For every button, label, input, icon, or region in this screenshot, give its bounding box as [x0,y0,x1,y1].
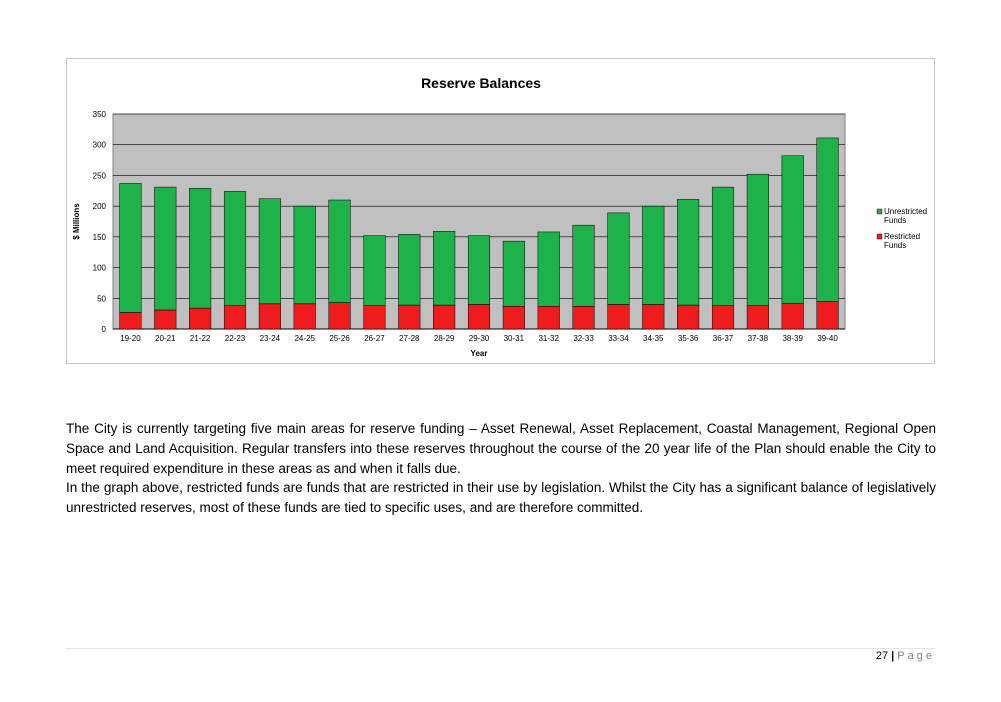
x-tick-label-38-39: 38-39 [782,334,803,343]
x-tick-label-27-28: 27-28 [399,334,420,343]
body-paragraph-reserve-funding: The City is currently targeting five main areas for reserve funding – Asset Renewal, Asset Replacement, Coastal Management, Regional Open Space and Land Acquisition. Regular transfers into these reserves throughout the course of the 20 year life of the Plan should enable the City to meet required expenditure in these areas as and when it falls due. [66,421,936,476]
bar-restricted-34-35 [642,304,664,329]
bar-restricted-27-28 [398,305,420,329]
bar-restricted-25-26 [329,303,351,329]
legend-swatch-unrestricted [877,209,882,214]
page-footer [876,650,935,662]
bar-restricted-26-27 [364,306,386,329]
x-tick-label-30-31: 30-31 [503,334,525,343]
x-tick-label-22-23: 22-23 [224,334,246,343]
body-paragraph-restricted-funds: In the graph above, restricted funds are funds that are restricted in their use by legislation. Whilst the City has a significant balance of legislatively unrestricted reserves, most of these funds are tied to specific uses, and are therefore committed. [66,480,936,515]
bar-unrestricted-36-37 [712,187,734,306]
x-tick-label-19-20: 19-20 [120,334,141,343]
x-tick-label-39-40: 39-40 [817,334,838,343]
x-tick-label-34-35: 34-35 [643,334,664,343]
x-tick-label-21-22: 21-22 [189,334,211,343]
y-axis-label: $ Millions [72,203,81,240]
bar-restricted-31-32 [538,306,560,329]
bar-restricted-21-22 [189,308,211,329]
bar-restricted-22-23 [224,306,246,329]
legend-label-restricted-2: Funds [884,241,907,250]
legend-label-unrestricted-1: Unrestricted [884,207,928,216]
y-tick-label-0: 0 [101,325,106,334]
x-tick-label-31-32: 31-32 [538,334,559,343]
y-tick-label-200: 200 [92,202,106,212]
reserve-balances-chart [67,59,936,365]
legend-label-unrestricted-2: Funds [884,216,907,225]
x-tick-label-24-25: 24-25 [294,334,315,343]
bar-restricted-36-37 [712,306,734,329]
x-tick-label-25-26: 25-26 [329,334,350,343]
bar-unrestricted-29-30 [468,236,490,305]
bar-restricted-20-21 [154,310,176,329]
x-tick-label-37-38: 37-38 [747,334,769,343]
bar-restricted-32-33 [573,306,595,329]
footer-divider [66,648,935,649]
bar-restricted-30-31 [503,306,525,329]
x-tick-label-33-34: 33-34 [608,334,629,343]
bar-unrestricted-37-38 [747,174,769,305]
x-tick-label-32-33: 32-33 [573,334,594,343]
bar-unrestricted-39-40 [817,138,839,301]
x-tick-label-20-21: 20-21 [155,334,176,343]
x-tick-label-26-27: 26-27 [364,334,385,343]
bar-unrestricted-27-28 [398,234,420,305]
legend-label-restricted-1: Restricted [884,232,921,241]
y-tick-label-150: 150 [92,232,106,242]
bar-unrestricted-28-29 [433,231,455,305]
bar-unrestricted-35-36 [677,199,699,305]
bar-unrestricted-38-39 [782,156,804,303]
x-tick-label-36-37: 36-37 [712,334,734,343]
x-tick-label-28-29: 28-29 [433,334,455,343]
bar-unrestricted-19-20 [120,183,142,312]
bar-unrestricted-20-21 [154,187,176,310]
bar-restricted-24-25 [294,304,316,329]
bar-unrestricted-31-32 [538,232,560,306]
bar-restricted-39-40 [817,301,839,329]
bar-restricted-29-30 [468,304,490,329]
bar-unrestricted-22-23 [224,191,246,305]
x-tick-label-29-30: 29-30 [468,334,490,343]
bar-unrestricted-32-33 [573,225,595,306]
bar-restricted-19-20 [120,312,142,329]
page-separator: | [891,650,895,662]
x-tick-label-23-24: 23-24 [259,334,281,343]
legend-swatch-restricted [877,234,882,239]
y-tick-label-50: 50 [97,294,106,304]
bar-restricted-23-24 [259,304,281,329]
bar-restricted-28-29 [433,305,455,329]
bar-unrestricted-24-25 [294,206,316,304]
page-number: 27 [875,650,889,662]
bar-unrestricted-34-35 [642,206,664,304]
bar-unrestricted-30-31 [503,241,525,306]
bar-restricted-37-38 [747,306,769,329]
bar-unrestricted-25-26 [329,200,351,303]
y-tick-label-300: 300 [92,140,106,150]
bar-unrestricted-21-22 [189,188,211,308]
chart-frame [66,58,935,364]
y-tick-label-100: 100 [92,263,106,273]
y-tick-label-350: 350 [92,110,106,119]
chart-title: Reserve Balances [421,75,541,91]
page-label: Page [897,650,935,662]
bar-restricted-38-39 [782,303,804,329]
bar-unrestricted-26-27 [364,236,386,306]
bar-unrestricted-23-24 [259,199,281,304]
bar-restricted-35-36 [677,305,699,329]
bar-restricted-33-34 [608,304,630,329]
bar-unrestricted-33-34 [608,213,630,305]
x-axis-label: Year [470,349,488,358]
y-tick-label-250: 250 [92,171,106,181]
x-tick-label-35-36: 35-36 [677,334,699,343]
